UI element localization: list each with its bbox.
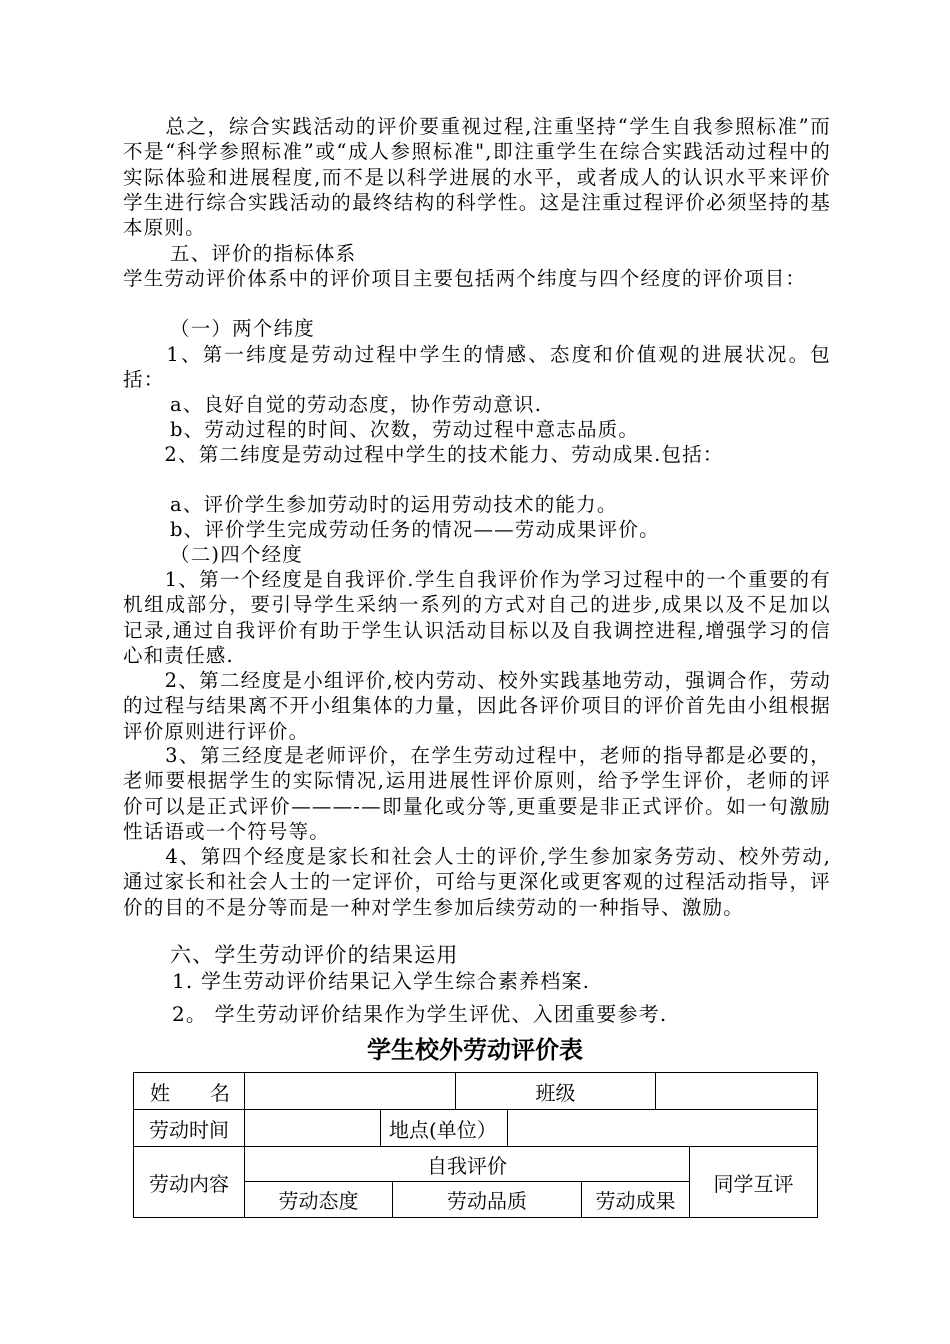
- peer-eval-header: 同学互评: [690, 1147, 818, 1218]
- place-label: 地点(单位）: [381, 1110, 508, 1147]
- item-b2: b、评价学生完成劳动任务的情况——劳动成果评价。: [170, 518, 660, 541]
- paragraph-second-latitude: 2、第二纬度是劳动过程中学生的技术能力、劳动成果.包括：: [123, 443, 724, 466]
- class-cell[interactable]: [656, 1073, 818, 1110]
- name-cell[interactable]: [245, 1073, 456, 1110]
- self-eval-header: 自我评价: [245, 1147, 690, 1182]
- quality-header: 劳动品质: [393, 1182, 582, 1218]
- result-use-1: 1. 学生劳动评价结果记入学生综合素养档案.: [172, 969, 591, 993]
- table-row: [134, 1073, 818, 1110]
- table-row: [134, 1110, 818, 1147]
- paragraph-intro: 学生劳动评价体系中的评价项目主要包括两个纬度与四个经度的评价项目：: [123, 267, 807, 290]
- paragraph-summary: 总之，综合实践活动的评价要重视过程,注重坚持“学生自我参照标准”而不是“科学参照标准”或“成人参照标准",即注重学生在综合实践活动过程中的实际体验和进展程度,而不是以科学进展的水平，或者成人的认识水平来评价学生进行综合实践活动的最终结构的科学性。这是注重过程评价必须坚持的基本原则。: [123, 115, 831, 240]
- heading-section-6: 六、学生劳动评价的结果运用: [170, 943, 459, 967]
- result-header: 劳动成果: [582, 1182, 690, 1218]
- heading-four-longitudes: （二)四个经度: [170, 543, 304, 566]
- place-cell[interactable]: [508, 1110, 818, 1147]
- name-label: 姓 名: [134, 1073, 245, 1110]
- paragraph-fourth-longitude: 4、第四个经度是家长和社会人士的评价,学生参加家务劳动、校外劳动,通过家长和社会人士的一定评价，可给与更深化或更客观的过程活动指导，评价的目的不是分等而是一种对学生参加后续劳动的一种指导、激励。: [123, 845, 831, 919]
- heading-two-latitudes: （一）两个纬度: [170, 317, 315, 340]
- class-label: 班级: [456, 1073, 656, 1110]
- item-a2: a、评价学生参加劳动时的运用劳动技术的能力。: [170, 493, 618, 516]
- paragraph-second-longitude: 2、第二经度是小组评价,校内劳动、校外实践基地劳动，强调合作，劳动的过程与结果离不开小组集体的力量，因此各评价项目的评价首先由小组根据评价原则进行评价。: [123, 669, 831, 743]
- item-b1: b、劳动过程的时间、次数，劳动过程中意志品质。: [170, 418, 640, 441]
- paragraph-first-longitude: 1、第一个经度是自我评价.学生自我评价作为学习过程中的一个重要的有机组成部分，要引导学生采纳一系列的方式对自己的进步,成果以及不足加以记录,通过自我评价有助于学生认识活动目标以及自我调控进程,增强学习的信心和责任感.: [123, 568, 831, 667]
- paragraph-first-latitude: 1、第一纬度是劳动过程中学生的情感、态度和价值观的进展状况。包括：: [123, 343, 831, 392]
- heading-section-5: 五、评价的指标体系: [170, 242, 357, 265]
- time-cell[interactable]: [245, 1110, 381, 1147]
- result-use-2: 2。 学生劳动评价结果作为学生评优、入团重要参考.: [172, 1002, 668, 1026]
- evaluation-table: [133, 1072, 818, 1218]
- attitude-header: 劳动态度: [245, 1182, 393, 1218]
- time-label: 劳动时间: [134, 1110, 245, 1147]
- paragraph-third-longitude: 3、第三经度是老师评价，在学生劳动过程中，老师的指导都是必要的，老师要根据学生的实际情况,运用进展性评价原则，给予学生评价，老师的评价可以是正式评价———-—即量化或分等,更重要是非正式评价。如一句激励性话语或一个符号等。: [123, 744, 831, 843]
- item-a1: a、良好自觉的劳动态度，协作劳动意识.: [170, 393, 543, 416]
- table-title: 学生校外劳动评价表: [367, 1036, 583, 1064]
- table-row: [134, 1147, 818, 1182]
- content-label: 劳动内容: [134, 1147, 245, 1218]
